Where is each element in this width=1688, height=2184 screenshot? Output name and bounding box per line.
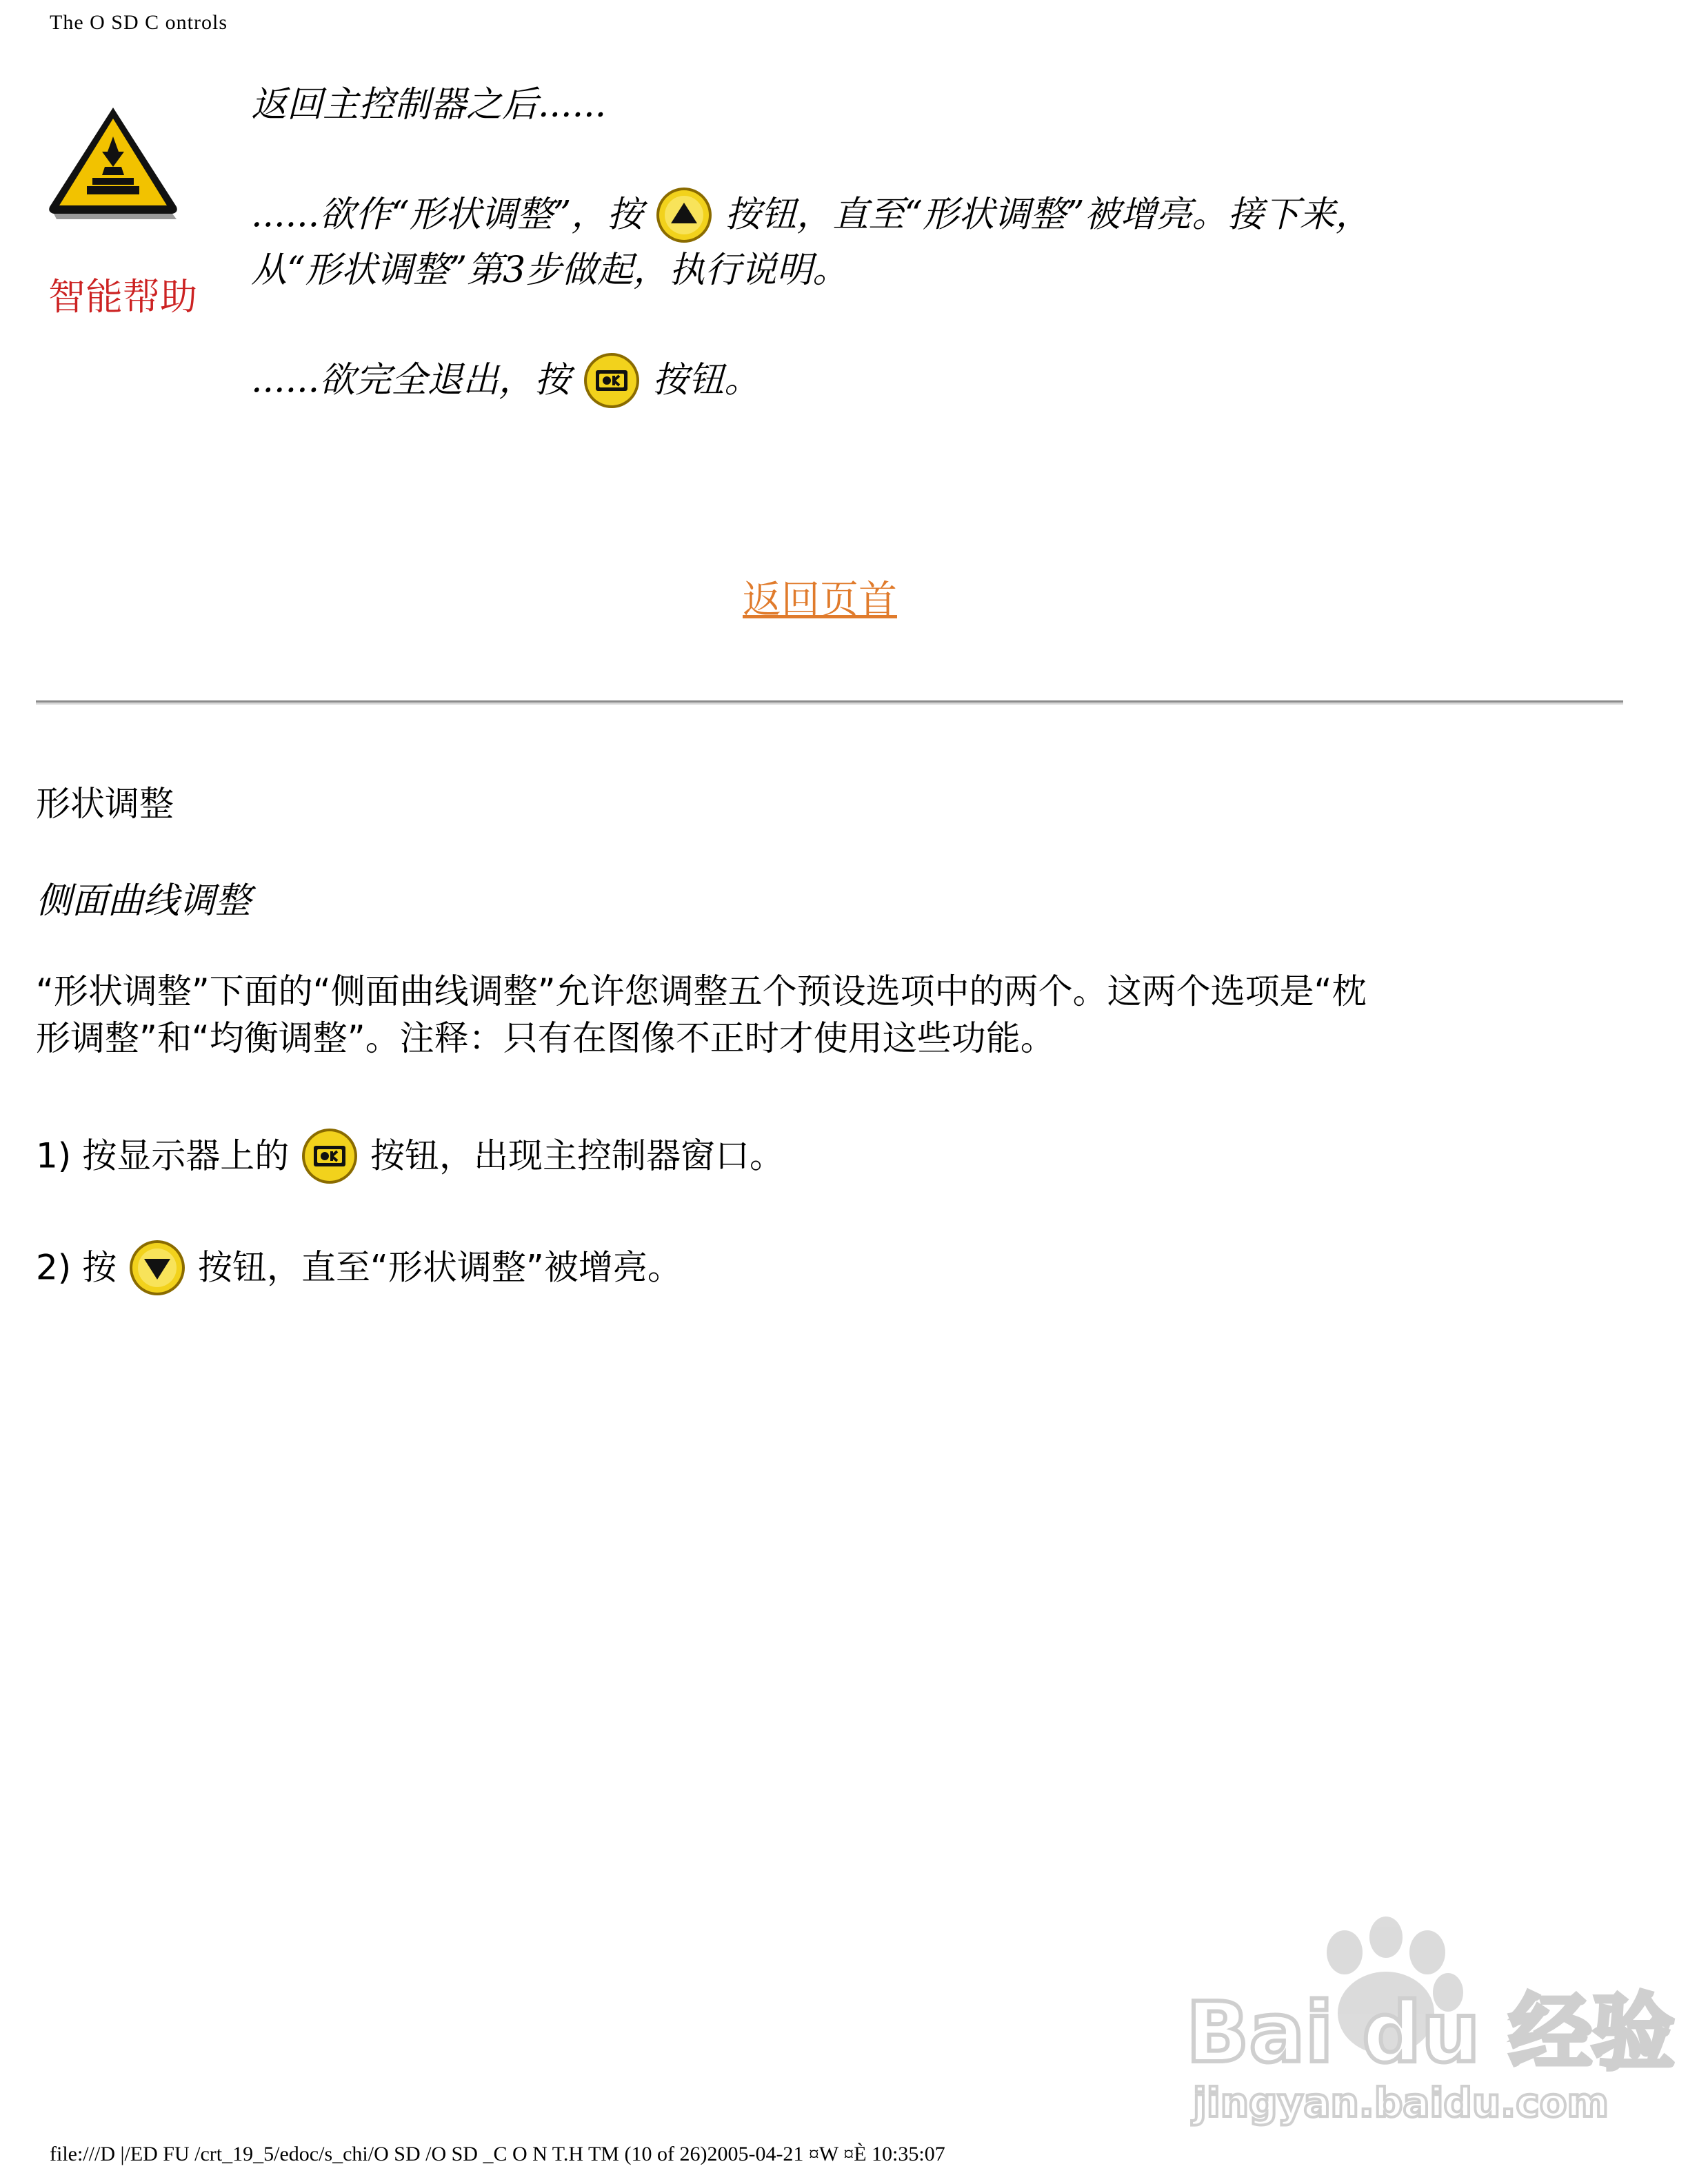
section-subtitle: 侧面曲线调整: [36, 880, 252, 922]
smart-help-label[interactable]: 智能帮助: [48, 275, 197, 318]
step-text: 按钮，直至“形状调整”被增亮。: [198, 1247, 682, 1288]
instruction-shape-adjust: [251, 185, 1372, 245]
instruction-step3: 从“形状调整”第3步做起，执行说明。: [251, 250, 849, 291]
step-text: 1) 按显示器上的: [36, 1135, 290, 1176]
watermark-url: jingyan.baidu.com: [1193, 2079, 1609, 2126]
ok-button-icon: [582, 351, 641, 410]
page-header-title: The O SD C ontrols: [50, 11, 228, 34]
warning-icon: [44, 103, 182, 221]
description-line: 形调整”和“均衡调整”。注释：只有在图像不正时才使用这些功能。: [36, 1018, 1055, 1058]
baidu-watermark: [1179, 1910, 1675, 2130]
step-2: [36, 1234, 682, 1299]
instruction-text: ......欲作“形状调整”，按: [251, 194, 643, 236]
up-arrow-button-icon: [654, 185, 714, 245]
instruction-text: 按钮，直至“形状调整”被增亮。接下来，: [725, 194, 1372, 236]
instruction-text: 按钮。: [652, 359, 761, 401]
footer-file-path: file:///D |/ED FU /crt_19_5/edoc/s_chi/O SD /O SD _C O N T.H TM (10 of 26)2005-04-21 ¤W ¤È 10:35:07: [50, 2143, 945, 2165]
section-divider: [36, 700, 1623, 705]
step-1: [36, 1122, 784, 1187]
instruction-exit: [251, 350, 760, 410]
instruction-return-main: 返回主控制器之后......: [251, 84, 607, 125]
back-to-top-link[interactable]: 返回页首: [743, 578, 897, 623]
down-arrow-button-icon: [128, 1238, 187, 1297]
description-line: “形状调整”下面的“侧面曲线调整”允许您调整五个预设选项中的两个。这两个选项是“枕: [36, 971, 1367, 1011]
ok-button-icon: [300, 1126, 359, 1186]
section-title: 形状调整: [36, 784, 174, 824]
instruction-text: ......欲完全退出，按: [251, 359, 571, 401]
step-text: 按钮，出现主控制器窗口。: [370, 1135, 785, 1176]
watermark-brand: Bai du 经验: [1186, 1985, 1675, 2081]
section-description: [36, 968, 1629, 1062]
step-text: 2) 按: [36, 1247, 117, 1288]
